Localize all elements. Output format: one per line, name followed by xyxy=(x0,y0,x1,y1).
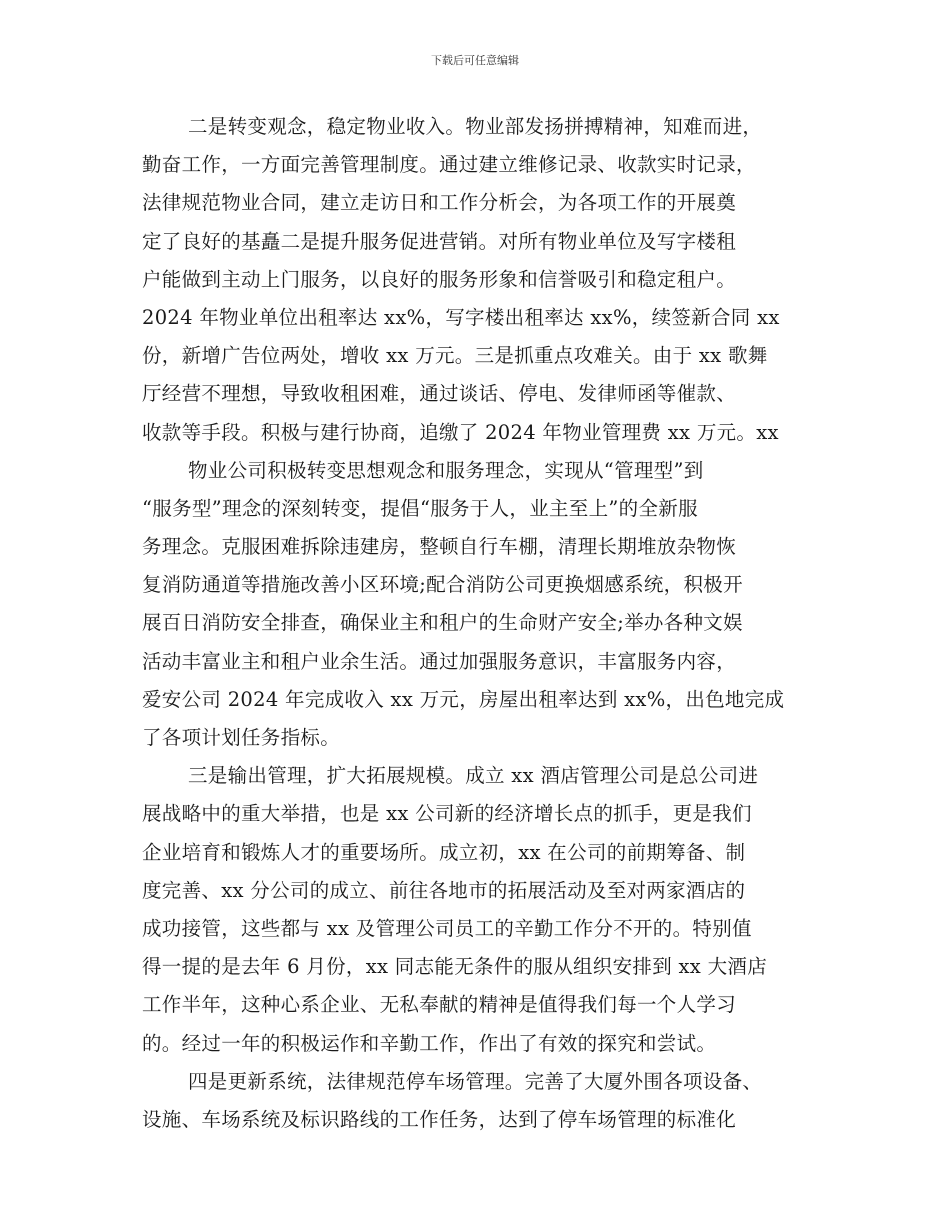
text-line: 成功接管，这些都与 xx 及管理公司员工的辛勤工作分不开的。特别值 xyxy=(142,916,752,940)
page-header-note: 下载后可任意编辑 xyxy=(431,54,519,67)
text-line: 的。经过一年的积极运作和辛勤工作，作出了有效的探究和尝试。 xyxy=(142,1031,717,1055)
paragraph xyxy=(142,1063,812,1139)
text-line: 活动丰富业主和租户业余生活。通过加强服务意识，丰富服务内容， xyxy=(142,649,737,673)
text-line: 工作半年，这种心系企业、无私奉献的精神是值得我们每一个人学习 xyxy=(142,993,737,1017)
paragraph xyxy=(142,108,812,452)
document-body xyxy=(142,108,812,1139)
text-line: 度完善、xx 分公司的成立、前往各地市的拓展活动及至对两家酒店的 xyxy=(142,878,746,902)
text-line: 收款等手段。积极与建行协商，追缴了 2024 年物业管理费 xx 万元。xx xyxy=(142,420,779,444)
text-line: 企业培育和锻炼人才的重要场所。成立初，xx 在公司的前期筹备、制 xyxy=(142,840,746,864)
text-line: 份，新增广告位两处，增收 xx 万元。三是抓重点攻难关。由于 xx 歌舞 xyxy=(142,344,768,368)
paragraph xyxy=(142,452,812,758)
text-line: 复消防通道等措施改善小区环境;配合消防公司更换烟感系统，积极开 xyxy=(142,573,743,597)
text-line: 展战略中的重大举措，也是 xx 公司新的经济增长点的抓手，更是我们 xyxy=(142,802,752,826)
text-line: 二是转变观念，稳定物业收入。物业部发扬拼搏精神，知难而进， xyxy=(188,115,763,138)
text-line: 户能做到主动上门服务，以良好的服务形象和信誉吸引和稳定租户。 xyxy=(142,267,737,291)
text-line: 勤奋工作，一方面完善管理制度。通过建立维修记录、收款实时记录， xyxy=(142,153,756,177)
text-line: 定了良好的基矗二是提升服务促进营销。对所有物业单位及写字楼租 xyxy=(142,229,737,253)
text-line: 三是输出管理，扩大拓展规模。成立 xx 酒店管理公司是总公司进 xyxy=(188,764,759,788)
text-line: 厅经营不理想，导致收租困难，通过谈话、停电、发律师函等催款、 xyxy=(142,382,737,406)
text-line: 爱安公司 2024 年完成收入 xx 万元，房屋出租率达到 xx%，出色地完成 xyxy=(142,687,785,711)
paragraph xyxy=(142,757,812,1063)
text-line: 四是更新系统，法律规范停车场管理。完善了大厦外围各项设备、 xyxy=(188,1069,763,1093)
text-line: 展百日消防安全排查，确保业主和租户的生命财产安全;举办各种文娱 xyxy=(142,611,743,635)
text-line: 2024 年物业单位出租率达 xx%，写字楼出租率达 xx%，续签新合同 xx xyxy=(142,305,780,329)
text-line: 得一提的是去年 6 月份，xx 同志能无条件的服从组织安排到 xx 大酒店 xyxy=(142,955,767,979)
text-line: 务理念。克服困难拆除违建房，整顿自行车棚，清理长期堆放杂物恢 xyxy=(142,535,737,559)
text-line: “服务型”理念的深刻转变，提倡“服务于人，业主至上”的全新服 xyxy=(142,496,698,520)
text-line: 法律规范物业合同，建立走访日和工作分析会，为各项工作的开展奠 xyxy=(142,191,737,215)
text-line: 设施、车场系统及标识路线的工作任务，达到了停车场管理的标准化 xyxy=(142,1107,737,1131)
text-line: 了各项计划任务指标。 xyxy=(142,726,341,749)
text-line: 物业公司积极转变思想观念和服务理念，实现从“管理型”到 xyxy=(188,458,704,482)
